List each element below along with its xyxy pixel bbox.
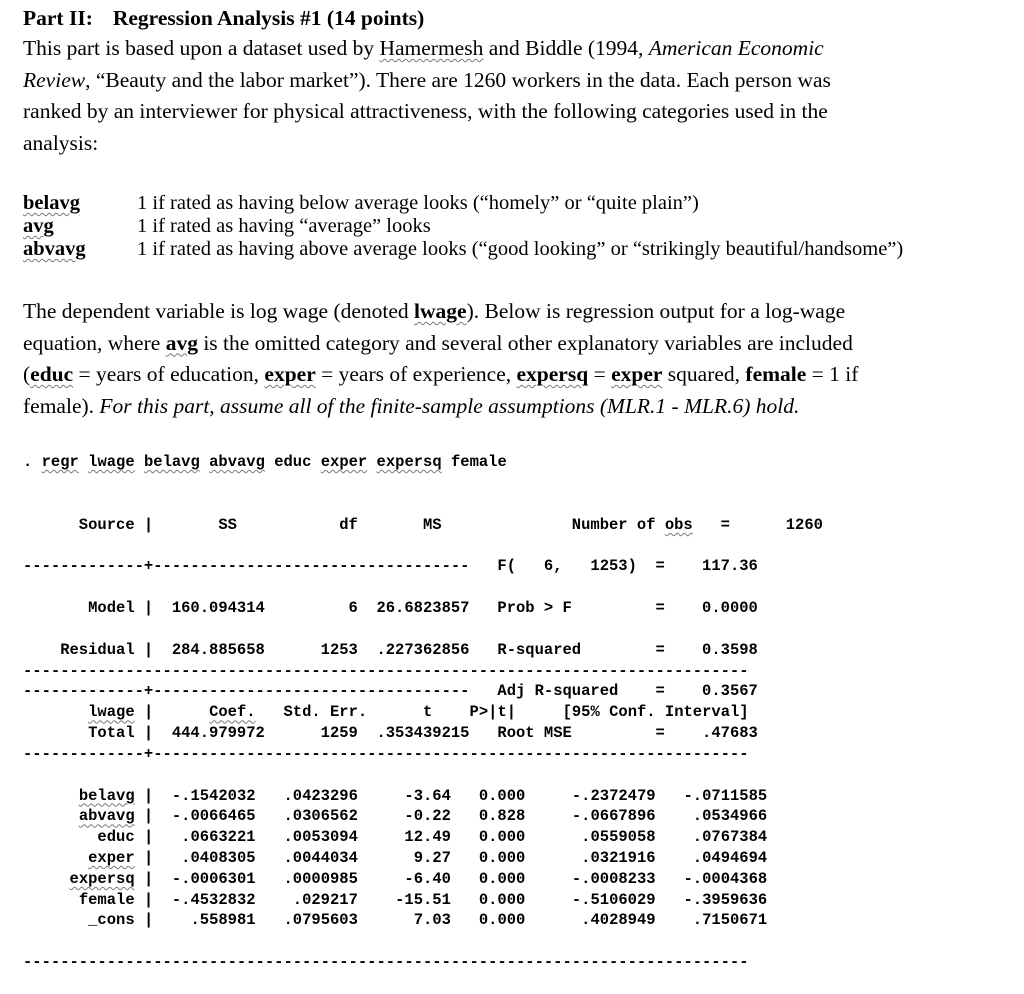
t-value: -15.51 <box>376 890 451 909</box>
coef-value: .558981 <box>171 911 256 930</box>
coef-value: -.4532832 <box>171 890 256 909</box>
intro-line-1: This part is based upon a dataset used by Hamermesh and Biddle (1994, American Economic <box>23 36 824 60</box>
ci-high-value: .0494694 <box>683 848 768 867</box>
part-title: Regression Analysis #1 (14 points) <box>112 6 425 30</box>
anova-row-model: Model | 160.094314 6 26.6823857 Prob > F = 0.0000 <box>23 598 758 617</box>
ci-low-value: .0321916 <box>571 848 656 867</box>
var-avg: avg <box>165 330 198 355</box>
coef-row-abvavg: abvavg | -.0066465 .0306562 -0.22 0.828 -.0667896 .0534966 <box>78 807 768 826</box>
part-label: Part II: <box>23 6 93 30</box>
var-educ: educ <box>30 362 74 386</box>
t-value: 9.27 <box>376 848 451 867</box>
coef-var-name: abvavg <box>78 807 135 826</box>
para2-line-3: (educ = years of education, exper = years of experience, expersq = exper squared, female = 1 if <box>23 362 859 386</box>
rmse-value: .47683 <box>702 723 758 742</box>
variable-desc: 1 if rated as having below average looks (“homely” or “quite plain”) <box>137 192 699 214</box>
p-value: 0.000 <box>478 911 526 930</box>
coef-sep-bottom: ------------------------------------------------------------------------------ <box>23 952 749 971</box>
se-value: .0000985 <box>283 869 358 888</box>
ci-low-value: .0559058 <box>571 828 656 847</box>
r2-value: 0.3598 <box>702 640 758 659</box>
t-value: -6.40 <box>376 869 451 888</box>
variable-name: belavg <box>23 192 80 214</box>
se-value: .029217 <box>283 890 358 909</box>
variable-name: abvavg <box>23 238 86 260</box>
var-exper: exper <box>264 362 316 386</box>
var-expersq: expersq <box>516 362 589 386</box>
anova-sep-1: -------------+---------------------------------- F( 6, 1253) = 117.36 <box>23 557 758 576</box>
p-value: 0.000 <box>478 786 526 805</box>
dependent-variable-paragraph <box>23 296 858 422</box>
variable-row <box>23 215 903 238</box>
coef-sep-top: ------------------------------------------------------------------------------ <box>23 661 749 680</box>
f-value: 117.36 <box>702 557 758 576</box>
se-value: .0306562 <box>283 807 358 826</box>
stata-command: . regr lwage belavg abvavg educ exper expersq female <box>23 453 507 471</box>
ci-low-value: -.5106029 <box>571 890 656 909</box>
variable-definitions <box>23 192 903 261</box>
coef-var-name: expersq <box>69 869 135 888</box>
coef-value: -.1542032 <box>171 786 256 805</box>
anova-header: Source | SS df MS Number of obs = 1260 <box>23 515 823 534</box>
intro-line-3: ranked by an interviewer for physical attractiveness, with the following categories used in the <box>23 99 828 123</box>
ci-high-value: -.0711585 <box>683 786 768 805</box>
ci-high-value: .7150671 <box>683 911 768 930</box>
ci-high-value: -.0004368 <box>683 869 768 888</box>
coef-sep-mid: -------------+---------------------------------------------------------------- <box>23 744 749 763</box>
ci-low-value: -.0008233 <box>571 869 656 888</box>
coef-value: .0663221 <box>171 828 256 847</box>
ci-high-value: .0534966 <box>683 807 768 826</box>
anova-row-residual: Residual | 284.885658 1253 .227362856 R-squared = 0.3598 <box>23 640 758 659</box>
variable-desc: 1 if rated as having “average” looks <box>137 215 431 237</box>
para2-line-2: equation, where avg is the omitted category and several other explanatory variables are included <box>23 330 853 355</box>
coef-var-name: _cons <box>88 911 135 930</box>
coefficient-table <box>23 640 767 994</box>
variable-row <box>23 238 903 261</box>
t-value: -3.64 <box>376 786 451 805</box>
coef-header: lwage | Coef. Std. Err. t P>|t| [95% Conf. Interval] <box>88 703 749 722</box>
se-value: .0053094 <box>283 828 358 847</box>
assumptions-note: For this part, assume all of the finite-sample assumptions (MLR.1 - MLR.6) hold. <box>99 393 800 418</box>
journal-name: American Economic <box>648 36 824 60</box>
variable-desc: 1 if rated as having above average looks (“good looking” or “strikingly beautiful/handsome”) <box>137 238 904 260</box>
coef-value: .0408305 <box>171 848 256 867</box>
variable-row <box>23 192 903 215</box>
ci-low-value: -.2372479 <box>571 786 656 805</box>
intro-paragraph <box>23 33 831 159</box>
ci-high-value: .0767384 <box>683 828 768 847</box>
adjr2-value: 0.3567 <box>702 682 758 701</box>
t-value: -0.22 <box>376 807 451 826</box>
part-heading <box>23 6 424 31</box>
ci-low-value: -.0667896 <box>571 807 656 826</box>
nobs-value: 1260 <box>785 515 823 534</box>
coef-row-belavg: belavg | -.1542032 .0423296 -3.64 0.000 -.2372479 -.0711585 <box>78 786 768 805</box>
para2-line-1: The dependent variable is log wage (denoted lwage). Below is regression output for a log-wage <box>23 299 846 323</box>
t-value: 12.49 <box>376 828 451 847</box>
coef-var-name: educ <box>97 828 135 847</box>
variable-name: avg <box>23 215 54 237</box>
coef-value: -.0006301 <box>171 869 256 888</box>
anova-sep-2: -------------+---------------------------------- Adj R-squared = 0.3567 <box>23 682 758 701</box>
coef-row-exper: exper | .0408305 .0044034 9.27 0.000 .0321916 .0494694 <box>88 848 768 867</box>
coef-row-cons: _cons | .558981 .0795603 7.03 0.000 .4028949 .7150671 <box>88 911 768 930</box>
anova-row-total: Total | 444.979972 1259 .353439215 Root MSE = .47683 <box>23 723 758 742</box>
p-value: 0.000 <box>478 828 526 847</box>
var-lwage: lwage <box>414 299 467 323</box>
coef-row-female: female | -.4532832 .029217 -15.51 0.000 -.5106029 -.3959636 <box>78 890 768 909</box>
coef-row-educ: educ | .0663221 .0053094 12.49 0.000 .0559058 .0767384 <box>97 828 768 847</box>
p-value: 0.000 <box>478 848 526 867</box>
ci-high-value: -.3959636 <box>683 890 768 909</box>
p-value: 0.000 <box>478 890 526 909</box>
se-value: .0044034 <box>283 848 358 867</box>
var-exper-2: exper <box>611 362 663 386</box>
coef-value: -.0066465 <box>171 807 256 826</box>
coef-row-expersq: expersq | -.0006301 .0000985 -6.40 0.000 -.0008233 -.0004368 <box>69 869 768 888</box>
var-female: female <box>745 362 807 386</box>
se-value: .0795603 <box>283 911 358 930</box>
t-value: 7.03 <box>376 911 451 930</box>
coef-var-name: exper <box>88 848 135 867</box>
coef-rows <box>23 786 767 932</box>
intro-line-4: analysis: <box>23 130 99 155</box>
prob-value: 0.0000 <box>702 598 758 617</box>
coef-var-name: belavg <box>78 786 135 805</box>
author-name: Hamermesh <box>379 36 484 60</box>
p-value: 0.828 <box>478 807 526 826</box>
coef-var-name: female <box>78 890 135 909</box>
se-value: .0423296 <box>283 786 358 805</box>
para2-line-4: female). For this part, assume all of the finite-sample assumptions (MLR.1 - MLR.6) hold. <box>23 393 800 418</box>
intro-line-2: Review, “Beauty and the labor market”). There are 1260 workers in the data. Each person was <box>23 67 831 92</box>
p-value: 0.000 <box>478 869 526 888</box>
ci-low-value: .4028949 <box>571 911 656 930</box>
